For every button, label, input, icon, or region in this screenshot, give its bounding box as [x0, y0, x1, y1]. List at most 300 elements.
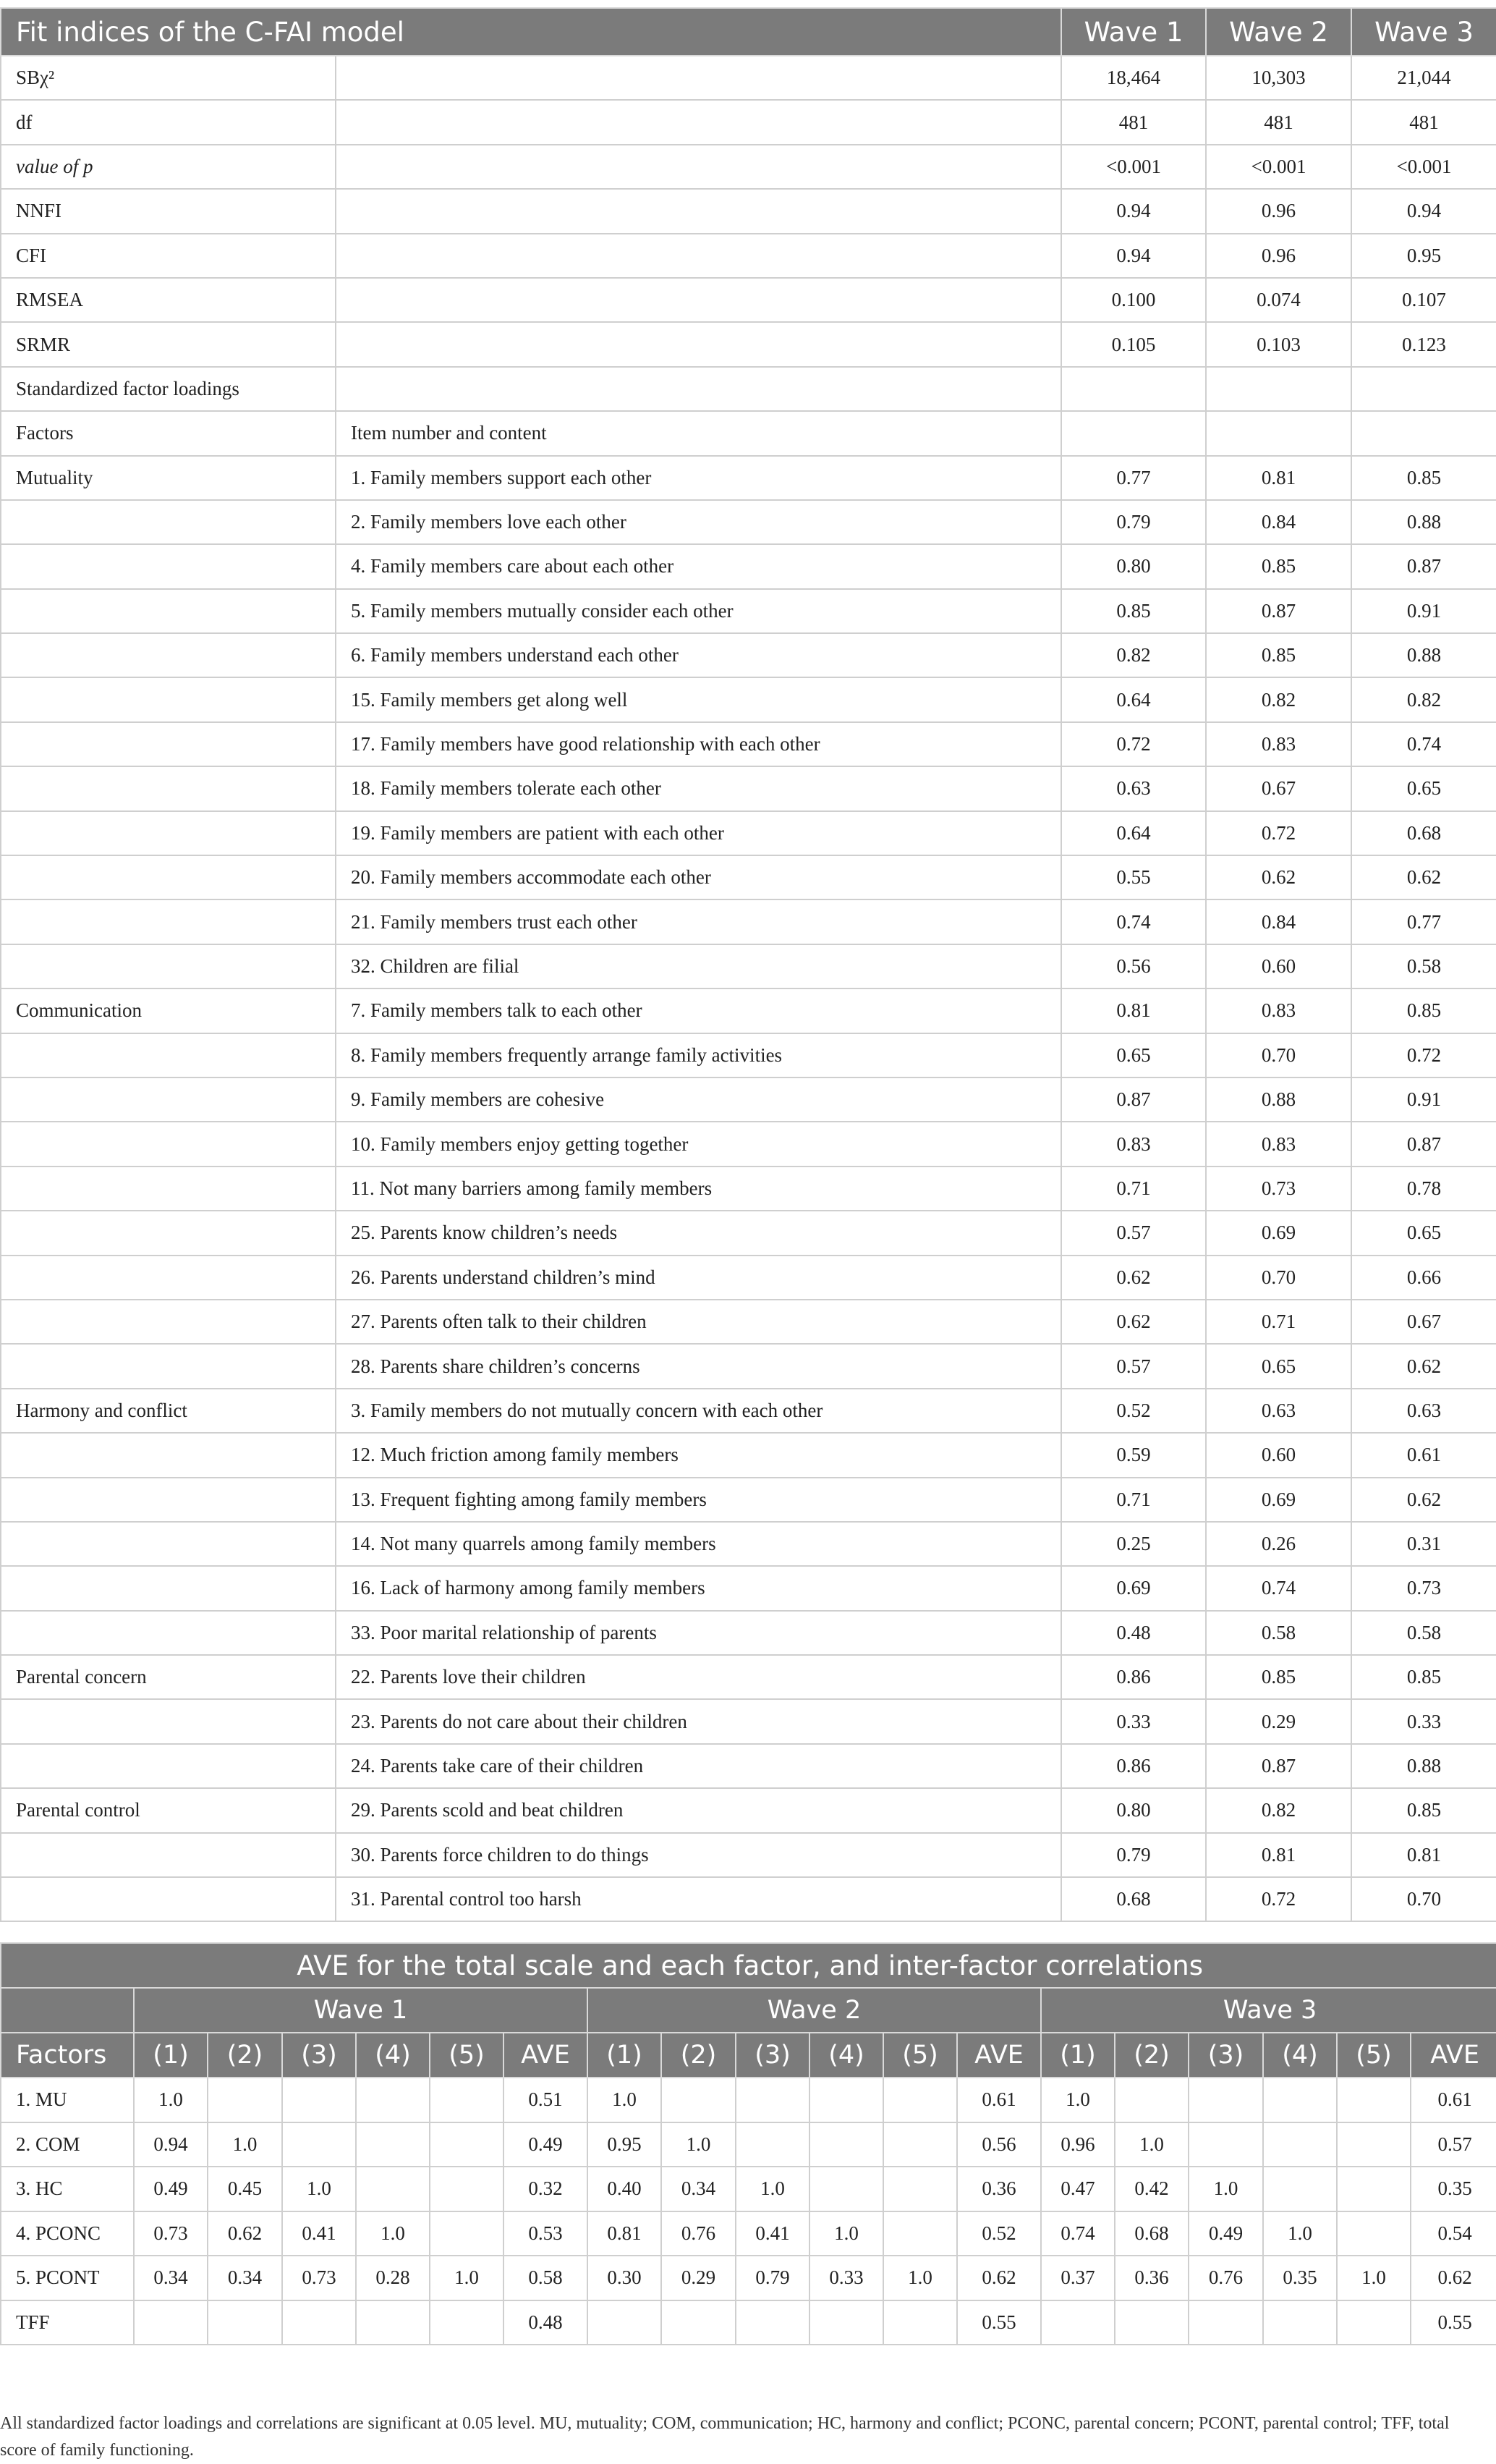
correlation-value: 1.0	[736, 2167, 809, 2211]
ave-wave-row	[1, 1988, 1496, 2033]
factor-name	[1, 589, 336, 633]
correlation-value: 0.74	[1041, 2211, 1115, 2256]
column-subheader: (5)	[1337, 2033, 1411, 2078]
item-content: 23. Parents do not care about their children	[336, 1699, 1061, 1743]
correlation-value	[1115, 2300, 1189, 2345]
loading-row	[1, 456, 1496, 500]
empty-cell	[1206, 367, 1351, 411]
loading-value: 0.86	[1061, 1655, 1206, 1699]
correlation-value	[883, 2211, 957, 2256]
column-subheader: (5)	[430, 2033, 503, 2078]
column-subheader: (5)	[883, 2033, 957, 2078]
correlation-value: 0.73	[282, 2256, 356, 2300]
loading-value: 0.79	[1061, 1833, 1206, 1877]
loading-value: 0.69	[1206, 1211, 1351, 1255]
loading-value: 0.71	[1061, 1167, 1206, 1211]
factor-name	[1, 1611, 336, 1655]
loading-value: 0.63	[1206, 1389, 1351, 1433]
correlation-value	[430, 2122, 503, 2167]
correlation-value	[1041, 2300, 1115, 2345]
item-content: 4. Family members care about each other	[336, 544, 1061, 588]
factor-name	[1, 944, 336, 988]
wave-3-header: Wave 3	[1351, 8, 1496, 56]
loading-value: 0.64	[1061, 811, 1206, 855]
factor-heading-row	[1, 411, 1496, 455]
loading-value: 0.85	[1351, 456, 1496, 500]
item-content: 13. Frequent fighting among family members	[336, 1478, 1061, 1522]
ave-row	[1, 2256, 1496, 2300]
fit-index-value: 0.94	[1351, 189, 1496, 233]
item-content: 8. Family members frequently arrange family activities	[336, 1033, 1061, 1078]
correlation-value: 1.0	[282, 2167, 356, 2211]
item-content: 28. Parents share children’s concerns	[336, 1344, 1061, 1388]
loading-row	[1, 1478, 1496, 1522]
fit-index-row	[1, 278, 1496, 322]
loading-row	[1, 899, 1496, 944]
factor-name	[1, 1078, 336, 1122]
factor-name: Mutuality	[1, 456, 336, 500]
empty-cell	[336, 367, 1061, 411]
loading-row	[1, 1655, 1496, 1699]
empty-cell	[336, 145, 1061, 189]
factor-abbrev: 2. COM	[1, 2122, 134, 2167]
fit-index-value: 481	[1206, 100, 1351, 144]
loading-value: 0.63	[1061, 766, 1206, 810]
correlation-value: 0.62	[208, 2211, 282, 2256]
ave-title-row	[1, 1943, 1496, 1988]
loading-value: 0.57	[1061, 1211, 1206, 1255]
factor-name	[1, 1833, 336, 1877]
correlation-value: 1.0	[430, 2256, 503, 2300]
correlation-value: 0.37	[1041, 2256, 1115, 2300]
correlation-value: 0.42	[1115, 2167, 1189, 2211]
fit-indices-table	[0, 7, 1496, 1922]
item-content: 10. Family members enjoy getting together	[336, 1122, 1061, 1166]
loading-value: 0.59	[1061, 1433, 1206, 1477]
wave-2-header: Wave 2	[1206, 8, 1351, 56]
factor-name: Parental control	[1, 1788, 336, 1832]
fit-index-value: 0.94	[1061, 234, 1206, 278]
correlation-value: 0.52	[957, 2211, 1041, 2256]
fit-table-header-row	[1, 8, 1496, 56]
correlation-value: 0.30	[587, 2256, 661, 2300]
loading-value: 0.29	[1206, 1699, 1351, 1743]
item-content: 11. Not many barriers among family members	[336, 1167, 1061, 1211]
loading-value: 0.60	[1206, 944, 1351, 988]
loading-row	[1, 1833, 1496, 1877]
fit-index-label: df	[1, 100, 336, 144]
loading-value: 0.87	[1206, 1744, 1351, 1788]
correlation-value	[1263, 2122, 1337, 2167]
column-subheader: (4)	[809, 2033, 883, 2078]
ave-row	[1, 2122, 1496, 2167]
empty-cell	[1061, 411, 1206, 455]
correlation-value: 0.76	[661, 2211, 736, 2256]
correlation-value: 0.76	[1189, 2256, 1263, 2300]
correlation-value: 1.0	[208, 2122, 282, 2167]
loading-value: 0.61	[1351, 1433, 1496, 1477]
ave-row	[1, 2078, 1496, 2122]
loading-value: 0.25	[1061, 1522, 1206, 1566]
correlation-value: 0.47	[1041, 2167, 1115, 2211]
factor-name	[1, 1744, 336, 1788]
empty-cell	[336, 234, 1061, 278]
correlation-value: 1.0	[661, 2122, 736, 2167]
loading-value: 0.82	[1351, 677, 1496, 721]
loading-row	[1, 855, 1496, 899]
loading-value: 0.85	[1351, 1788, 1496, 1832]
fit-index-label: RMSEA	[1, 278, 336, 322]
loading-value: 0.48	[1061, 1611, 1206, 1655]
loading-row	[1, 1788, 1496, 1832]
loading-value: 0.85	[1061, 589, 1206, 633]
loading-value: 0.80	[1061, 1788, 1206, 1832]
loading-value: 0.82	[1061, 633, 1206, 677]
item-content: 12. Much friction among family members	[336, 1433, 1061, 1477]
loading-row	[1, 1566, 1496, 1610]
loading-value: 0.60	[1206, 1433, 1351, 1477]
correlation-value	[430, 2078, 503, 2122]
loading-value: 0.31	[1351, 1522, 1496, 1566]
correlation-value	[883, 2300, 957, 2345]
correlation-value	[736, 2300, 809, 2345]
correlation-value	[736, 2078, 809, 2122]
correlation-value	[1337, 2300, 1411, 2345]
loading-row	[1, 633, 1496, 677]
fit-index-value: 0.107	[1351, 278, 1496, 322]
loading-row	[1, 1078, 1496, 1122]
factor-name	[1, 1478, 336, 1522]
correlation-value: 0.55	[957, 2300, 1041, 2345]
correlation-value: 0.35	[1411, 2167, 1496, 2211]
loading-value: 0.80	[1061, 544, 1206, 588]
correlation-value: 0.41	[736, 2211, 809, 2256]
item-content: 1. Family members support each other	[336, 456, 1061, 500]
loading-value: 0.62	[1206, 855, 1351, 899]
empty-cell	[336, 56, 1061, 100]
fit-index-value: 0.94	[1061, 189, 1206, 233]
empty-cell	[336, 100, 1061, 144]
correlation-value: 0.53	[503, 2211, 587, 2256]
empty-cell	[336, 189, 1061, 233]
correlation-value: 0.57	[1411, 2122, 1496, 2167]
correlation-value	[809, 2122, 883, 2167]
loading-value: 0.66	[1351, 1256, 1496, 1300]
loading-row	[1, 1389, 1496, 1433]
loading-value: 0.77	[1061, 456, 1206, 500]
loading-value: 0.70	[1351, 1877, 1496, 1921]
fit-index-value: 0.123	[1351, 322, 1496, 366]
loading-value: 0.70	[1206, 1033, 1351, 1078]
loading-value: 0.83	[1061, 1122, 1206, 1166]
loading-value: 0.91	[1351, 589, 1496, 633]
correlation-value: 0.58	[503, 2256, 587, 2300]
item-content: 14. Not many quarrels among family members	[336, 1522, 1061, 1566]
correlation-value: 0.56	[957, 2122, 1041, 2167]
loading-row	[1, 1344, 1496, 1388]
correlation-value	[208, 2078, 282, 2122]
correlation-value	[356, 2167, 430, 2211]
loading-row	[1, 1256, 1496, 1300]
loading-value: 0.68	[1061, 1877, 1206, 1921]
correlation-value: 0.68	[1115, 2211, 1189, 2256]
factor-name	[1, 1877, 336, 1921]
fit-table-title: Fit indices of the C-FAI model	[1, 8, 1061, 56]
column-subheader: (1)	[1041, 2033, 1115, 2078]
correlation-value: 0.48	[503, 2300, 587, 2345]
factor-abbrev: 1. MU	[1, 2078, 134, 2122]
loading-value: 0.71	[1206, 1300, 1351, 1344]
loading-value: 0.74	[1061, 899, 1206, 944]
fit-index-row	[1, 189, 1496, 233]
loading-value: 0.57	[1061, 1344, 1206, 1388]
loading-value: 0.87	[1351, 1122, 1496, 1166]
loading-row	[1, 1522, 1496, 1566]
correlation-value: 1.0	[1337, 2256, 1411, 2300]
correlation-value: 0.45	[208, 2167, 282, 2211]
column-subheader: AVE	[503, 2033, 587, 2078]
correlation-value: 0.61	[1411, 2078, 1496, 2122]
correlation-value	[134, 2300, 208, 2345]
loading-value: 0.86	[1061, 1744, 1206, 1788]
correlation-value	[1115, 2078, 1189, 2122]
item-content: 33. Poor marital relationship of parents	[336, 1611, 1061, 1655]
loading-value: 0.72	[1206, 811, 1351, 855]
loading-value: 0.88	[1351, 1744, 1496, 1788]
loading-value: 0.69	[1061, 1566, 1206, 1610]
loading-value: 0.64	[1061, 677, 1206, 721]
fit-index-label: SBχ²	[1, 56, 336, 100]
loading-value: 0.85	[1206, 544, 1351, 588]
fit-index-label: NNFI	[1, 189, 336, 233]
ave-wave-header: Wave 2	[587, 1988, 1041, 2033]
fit-index-value: 0.96	[1206, 234, 1351, 278]
item-content: 6. Family members understand each other	[336, 633, 1061, 677]
correlation-value	[883, 2078, 957, 2122]
column-subheader: (3)	[736, 2033, 809, 2078]
correlation-value: 0.49	[503, 2122, 587, 2167]
factor-name	[1, 1211, 336, 1255]
fit-index-value: 0.074	[1206, 278, 1351, 322]
correlation-value	[1337, 2167, 1411, 2211]
item-content: 19. Family members are patient with each other	[336, 811, 1061, 855]
item-content: 15. Family members get along well	[336, 677, 1061, 721]
item-content: 18. Family members tolerate each other	[336, 766, 1061, 810]
correlation-value: 0.51	[503, 2078, 587, 2122]
correlation-value: 1.0	[587, 2078, 661, 2122]
loading-value: 0.58	[1351, 1611, 1496, 1655]
correlation-value	[809, 2167, 883, 2211]
loading-value: 0.68	[1351, 811, 1496, 855]
correlation-value: 0.34	[661, 2167, 736, 2211]
loading-value: 0.65	[1061, 1033, 1206, 1078]
item-content: 27. Parents often talk to their children	[336, 1300, 1061, 1344]
ave-correlation-table	[0, 1942, 1496, 2345]
item-content: 24. Parents take care of their children	[336, 1744, 1061, 1788]
factor-name	[1, 1167, 336, 1211]
item-content: 21. Family members trust each other	[336, 899, 1061, 944]
loading-row	[1, 589, 1496, 633]
loading-value: 0.84	[1206, 500, 1351, 544]
fit-index-value: <0.001	[1351, 145, 1496, 189]
loading-row	[1, 500, 1496, 544]
factor-abbrev: 5. PCONT	[1, 2256, 134, 2300]
correlation-value	[1337, 2078, 1411, 2122]
factor-name	[1, 722, 336, 766]
correlation-value: 0.95	[587, 2122, 661, 2167]
wave-1-header: Wave 1	[1061, 8, 1206, 56]
correlation-value	[1263, 2300, 1337, 2345]
loading-value: 0.65	[1351, 766, 1496, 810]
factor-name	[1, 1256, 336, 1300]
factor-name	[1, 544, 336, 588]
loading-value: 0.73	[1206, 1167, 1351, 1211]
factor-name	[1, 633, 336, 677]
loading-value: 0.62	[1351, 1478, 1496, 1522]
loading-value: 0.88	[1206, 1078, 1351, 1122]
fit-index-value: 0.103	[1206, 322, 1351, 366]
correlation-value	[282, 2078, 356, 2122]
factor-name	[1, 500, 336, 544]
correlation-value	[1337, 2211, 1411, 2256]
loading-value: 0.85	[1351, 1655, 1496, 1699]
correlation-value: 0.61	[957, 2078, 1041, 2122]
loading-value: 0.65	[1206, 1344, 1351, 1388]
column-subheader: (4)	[1263, 2033, 1337, 2078]
correlation-value: 0.79	[736, 2256, 809, 2300]
loading-value: 0.88	[1351, 633, 1496, 677]
loading-row	[1, 677, 1496, 721]
fit-index-row	[1, 145, 1496, 189]
loading-value: 0.58	[1206, 1611, 1351, 1655]
loading-row	[1, 1211, 1496, 1255]
factor-name	[1, 1122, 336, 1166]
correlation-value	[356, 2122, 430, 2167]
ave-row	[1, 2211, 1496, 2256]
correlation-value	[883, 2122, 957, 2167]
item-content: 9. Family members are cohesive	[336, 1078, 1061, 1122]
correlation-value	[809, 2078, 883, 2122]
items-heading: Item number and content	[336, 411, 1061, 455]
loading-row	[1, 1167, 1496, 1211]
loading-row	[1, 1300, 1496, 1344]
loadings-heading-row	[1, 367, 1496, 411]
fit-index-row	[1, 100, 1496, 144]
empty-cell	[1351, 411, 1496, 455]
correlation-value: 1.0	[1041, 2078, 1115, 2122]
correlation-value: 0.55	[1411, 2300, 1496, 2345]
factor-name	[1, 677, 336, 721]
loading-value: 0.83	[1206, 988, 1351, 1033]
item-content: 26. Parents understand children’s mind	[336, 1256, 1061, 1300]
loading-row	[1, 766, 1496, 810]
factor-abbrev: 3. HC	[1, 2167, 134, 2211]
loading-row	[1, 1033, 1496, 1078]
correlation-value: 0.35	[1263, 2256, 1337, 2300]
fit-index-value: <0.001	[1061, 145, 1206, 189]
column-subheader: (3)	[1189, 2033, 1263, 2078]
empty-cell	[1351, 367, 1496, 411]
column-subheader: (2)	[1115, 2033, 1189, 2078]
correlation-value: 0.49	[134, 2167, 208, 2211]
fit-index-value: 481	[1351, 100, 1496, 144]
correlation-value	[736, 2122, 809, 2167]
loading-value: 0.52	[1061, 1389, 1206, 1433]
loading-value: 0.72	[1351, 1033, 1496, 1078]
fit-index-value: 0.105	[1061, 322, 1206, 366]
loading-value: 0.82	[1206, 1788, 1351, 1832]
loading-value: 0.67	[1206, 766, 1351, 810]
correlation-value: 0.81	[587, 2211, 661, 2256]
loading-value: 0.87	[1351, 544, 1496, 588]
correlation-value: 0.32	[503, 2167, 587, 2211]
factor-name	[1, 855, 336, 899]
fit-index-value: 21,044	[1351, 56, 1496, 100]
correlation-value	[661, 2300, 736, 2345]
fit-index-row	[1, 322, 1496, 366]
fit-index-value: 18,464	[1061, 56, 1206, 100]
loading-value: 0.81	[1206, 1833, 1351, 1877]
fit-index-row	[1, 56, 1496, 100]
fit-index-value: 10,303	[1206, 56, 1351, 100]
item-content: 22. Parents love their children	[336, 1655, 1061, 1699]
empty-cell	[1061, 367, 1206, 411]
correlation-value	[587, 2300, 661, 2345]
column-subheader: (2)	[661, 2033, 736, 2078]
correlation-value	[883, 2167, 957, 2211]
loading-row	[1, 1744, 1496, 1788]
correlation-value: 0.33	[809, 2256, 883, 2300]
loading-value: 0.33	[1061, 1699, 1206, 1743]
loading-value: 0.73	[1351, 1566, 1496, 1610]
loading-value: 0.58	[1351, 944, 1496, 988]
loading-value: 0.85	[1206, 633, 1351, 677]
loading-row	[1, 988, 1496, 1033]
column-subheader: (2)	[208, 2033, 282, 2078]
loading-value: 0.81	[1206, 456, 1351, 500]
loading-value: 0.91	[1351, 1078, 1496, 1122]
loading-value: 0.74	[1351, 722, 1496, 766]
loading-value: 0.67	[1351, 1300, 1496, 1344]
factors-heading: Factors	[1, 411, 336, 455]
correlation-value	[809, 2300, 883, 2345]
correlation-value: 1.0	[809, 2211, 883, 2256]
ave-row	[1, 2167, 1496, 2211]
loading-row	[1, 1611, 1496, 1655]
loading-value: 0.62	[1351, 855, 1496, 899]
loading-value: 0.83	[1206, 1122, 1351, 1166]
fit-index-label: SRMR	[1, 322, 336, 366]
ave-table-title: AVE for the total scale and each factor, and inter-factor correlations	[1, 1943, 1496, 1988]
loading-value: 0.33	[1351, 1699, 1496, 1743]
ave-row	[1, 2300, 1496, 2345]
empty-header-cell	[1, 1988, 134, 2033]
fit-index-value: <0.001	[1206, 145, 1351, 189]
loadings-heading: Standardized factor loadings	[1, 367, 336, 411]
loading-value: 0.72	[1061, 722, 1206, 766]
correlation-value	[1263, 2078, 1337, 2122]
loading-value: 0.85	[1351, 988, 1496, 1033]
correlation-value	[1337, 2122, 1411, 2167]
loading-value: 0.87	[1206, 589, 1351, 633]
loading-value: 0.69	[1206, 1478, 1351, 1522]
factor-name: Communication	[1, 988, 336, 1033]
loading-value: 0.81	[1061, 988, 1206, 1033]
factor-name	[1, 1344, 336, 1388]
correlation-value: 1.0	[356, 2211, 430, 2256]
factor-name	[1, 1522, 336, 1566]
fit-index-value: 0.100	[1061, 278, 1206, 322]
